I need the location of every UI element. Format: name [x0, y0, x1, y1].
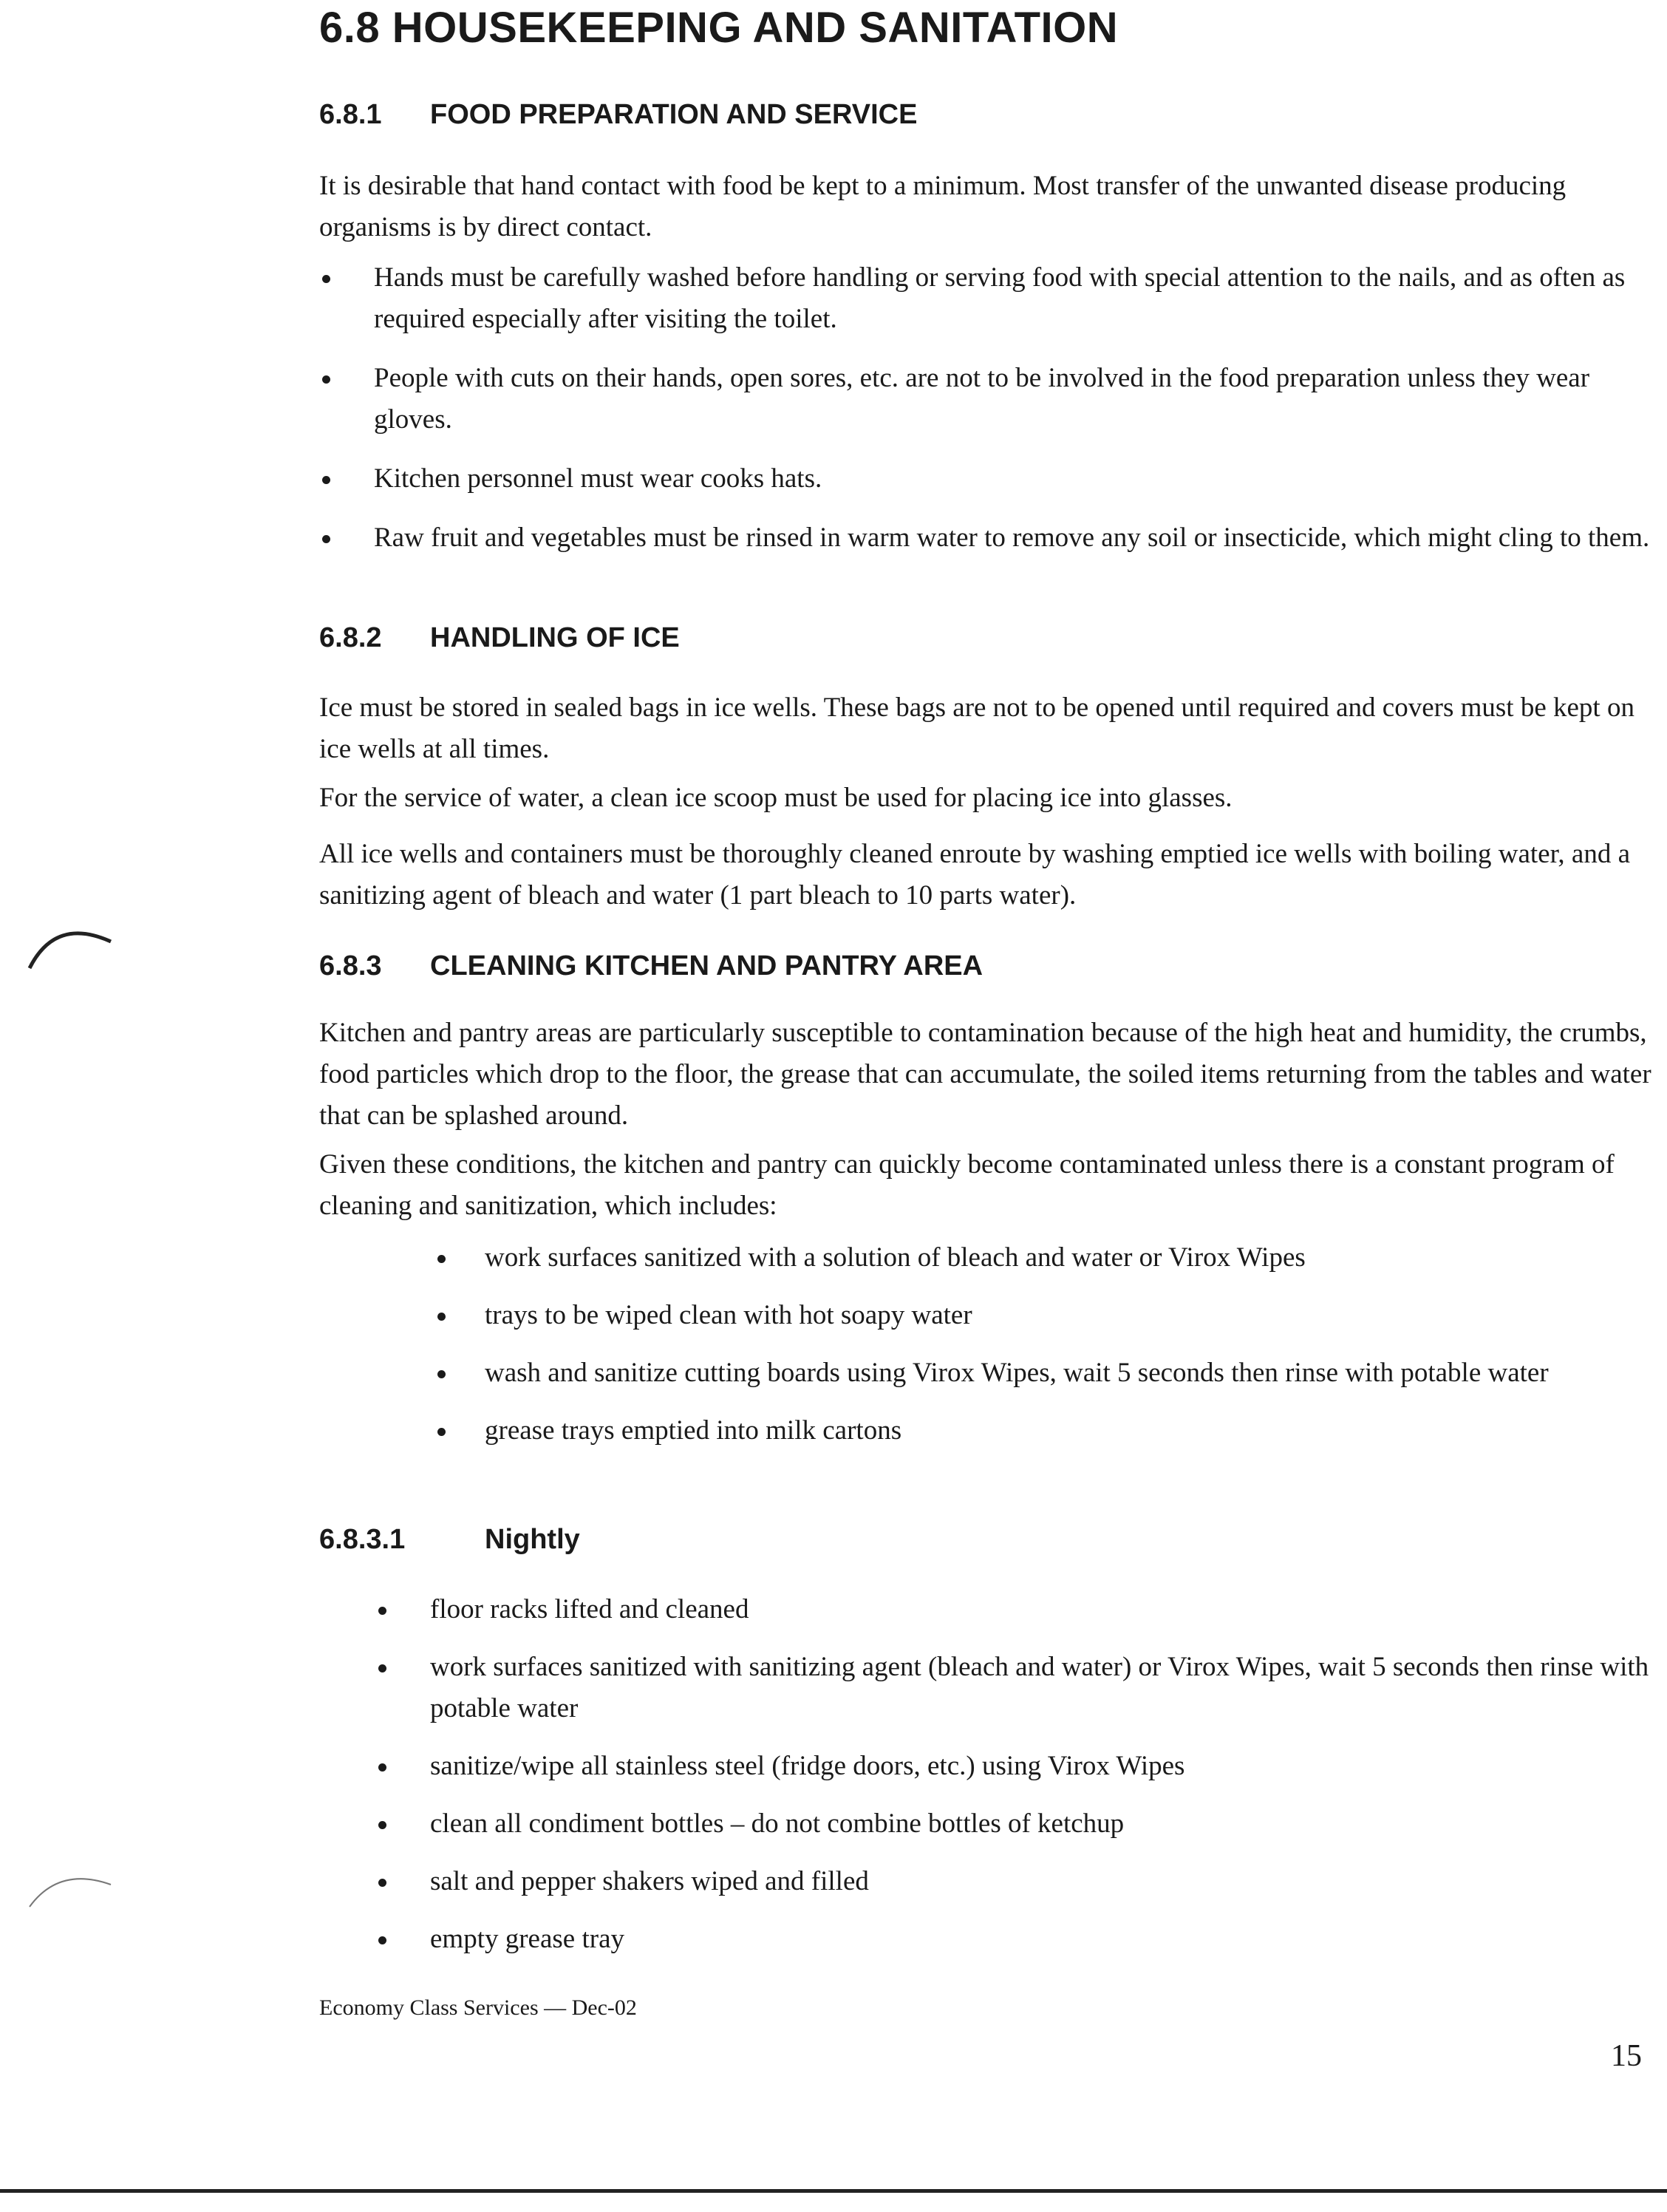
section-number: 6.8.1: [319, 99, 382, 130]
list-item: [319, 358, 1657, 440]
subsection-heading-nightly: [319, 1524, 580, 1556]
list-item-text: Kitchen personnel must wear cooks hats.: [374, 463, 822, 494]
list-item: [319, 257, 1657, 340]
list-item-text: People with cuts on their hands, open sores, etc. are not to be involved in the food preparation unless they wear gloves.: [374, 363, 1590, 435]
bullet-icon: [378, 1664, 386, 1672]
paragraph: Kitchen and pantry areas are particularly susceptible to contamination because of the high heat and humidity, the crumbs, food particles which drop to the floor, the grease that can accumulate, the soiled items returning from the tables and water that can be splashed around.: [319, 1018, 1651, 1131]
paragraph: Ice must be stored in sealed bags in ice wells. These bags are not to be opened until required and covers must be kept on ice wells at all times.: [319, 692, 1634, 764]
list-item: [430, 1352, 1657, 1394]
list-item: [371, 1803, 1657, 1845]
bullet-list-nightly: [371, 1589, 1657, 1960]
list-item-text: work surfaces sanitized with a solution of bleach and water or Virox Wipes: [485, 1242, 1306, 1273]
page-footer: Economy Class Services — Dec-02: [319, 1995, 637, 2020]
bullet-icon: [322, 375, 330, 384]
list-item-text: Hands must be carefully washed before handling or serving food with special attention to the nails, and as often as required especially after visiting the toilet.: [374, 262, 1626, 334]
page-number: 15: [1611, 2039, 1642, 2073]
bullet-icon: [378, 1879, 386, 1887]
bullet-list-food-preparation: [319, 257, 1657, 559]
bottom-rule: [0, 2189, 1667, 2193]
section-title: HANDLING OF ICE: [430, 622, 680, 653]
bullet-icon: [437, 1313, 446, 1321]
bullet-icon: [378, 1936, 386, 1944]
section-number: 6.8.3.1: [319, 1524, 406, 1555]
list-item: [430, 1237, 1657, 1279]
list-item-text: empty grease tray: [430, 1924, 624, 1954]
list-item-text: wash and sanitize cutting boards using Virox Wipes, wait 5 seconds then rinse with potable water: [485, 1358, 1549, 1388]
list-item-text: sanitize/wipe all stainless steel (fridge doors, etc.) using Virox Wipes: [430, 1751, 1185, 1781]
bullet-icon: [437, 1255, 446, 1263]
punch-hole-arc-bottom: [15, 1855, 118, 1914]
bullet-icon: [437, 1370, 446, 1378]
section-heading-cleaning-kitchen: [319, 950, 983, 982]
list-item: [430, 1410, 1657, 1452]
list-item: [371, 1919, 1657, 1960]
punch-hole-arc-top: [15, 909, 118, 976]
paragraph: For the service of water, a clean ice scoop must be used for placing ice into glasses.: [319, 783, 1233, 813]
bullet-icon: [437, 1428, 446, 1436]
list-item: [319, 458, 1657, 500]
bullet-icon: [322, 535, 330, 543]
list-item-text: salt and pepper shakers wiped and filled: [430, 1866, 869, 1896]
list-item: [319, 517, 1657, 559]
section-title: CLEANING KITCHEN AND PANTRY AREA: [430, 950, 984, 981]
bullet-icon: [378, 1607, 386, 1615]
paragraph: All ice wells and containers must be thoroughly cleaned enroute by washing emptied ice wells with boiling water, and a sanitizing agent of bleach and water (1 part bleach to 10 parts water).: [319, 839, 1631, 911]
section-title: Nightly: [485, 1524, 580, 1555]
bullet-list-cleaning-program: [430, 1237, 1657, 1452]
paragraph: It is desirable that hand contact with food be kept to a minimum. Most transfer of the unwanted disease producing organisms is by direct contact.: [319, 171, 1567, 242]
list-item: [371, 1861, 1657, 1902]
paragraph: Given these conditions, the kitchen and pantry can quickly become contaminated unless there is a constant program of cleaning and sanitization, which includes:: [319, 1149, 1615, 1221]
list-item-text: clean all condiment bottles – do not combine bottles of ketchup: [430, 1808, 1125, 1839]
section-title: FOOD PREPARATION AND SERVICE: [430, 99, 918, 130]
list-item: [371, 1647, 1657, 1729]
list-item: [371, 1589, 1657, 1630]
list-item: [371, 1746, 1657, 1787]
list-item-text: floor racks lifted and cleaned: [430, 1594, 749, 1624]
section-number: 6.8.2: [319, 622, 382, 653]
bullet-icon: [322, 476, 330, 484]
section-heading-food-preparation: [319, 99, 917, 131]
list-item-text: Raw fruit and vegetables must be rinsed in warm water to remove any soil or insecticide, which might cling to them.: [374, 523, 1650, 553]
section-heading-handling-ice: [319, 622, 680, 654]
section-number: 6.8.3: [319, 950, 382, 981]
list-item-text: grease trays emptied into milk cartons: [485, 1415, 902, 1446]
bullet-icon: [378, 1821, 386, 1829]
list-item: [430, 1295, 1657, 1336]
list-item-text: trays to be wiped clean with hot soapy water: [485, 1300, 972, 1330]
bullet-icon: [322, 275, 330, 283]
bullet-icon: [378, 1763, 386, 1772]
page-title: 6.8 HOUSEKEEPING AND SANITATION: [319, 4, 1119, 52]
list-item-text: work surfaces sanitized with sanitizing agent (bleach and water) or Virox Wipes, wait 5 seconds then rinse with potable water: [430, 1652, 1649, 1723]
